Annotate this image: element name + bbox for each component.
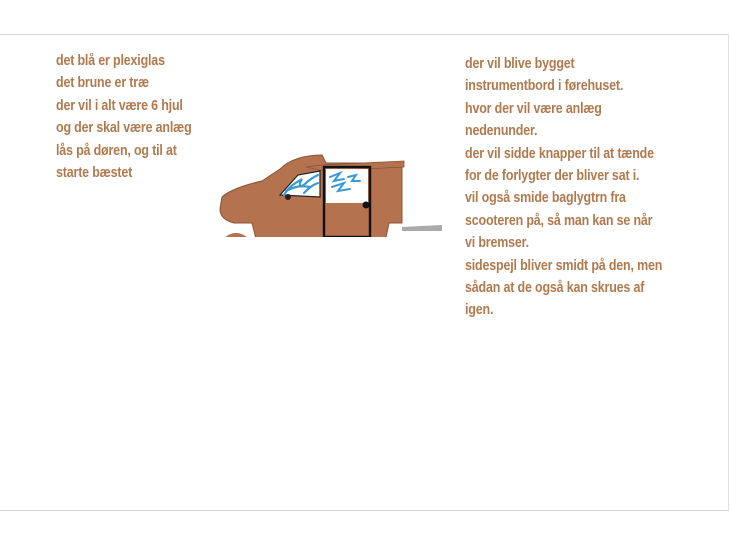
right-note-line: igen.	[465, 302, 494, 319]
right-note-line: vi bremser.	[465, 235, 529, 252]
vehicle-drawing	[214, 125, 446, 237]
rear-bumper	[402, 225, 442, 231]
right-notes	[465, 53, 662, 322]
right-note-line: vil også smide baglygtrn fra	[465, 190, 626, 207]
left-note-line: der vil i alt være 6 hjul	[56, 97, 183, 114]
door-handle	[363, 202, 370, 209]
right-note-line: der vil sidde knapper til at tænde	[465, 145, 654, 162]
right-note-line: scooteren på, så man kan se når	[465, 212, 653, 229]
right-note-line: hvor der vil være anlæg	[465, 100, 602, 117]
left-note-line: det brune er træ	[56, 75, 149, 92]
right-note-line: sidespejl bliver smidt på den, men	[465, 257, 663, 274]
left-note-line: det blå er plexiglas	[56, 53, 165, 69]
dash-mark	[285, 194, 291, 200]
right-note-line: instrumentbord i førehuset.	[465, 78, 624, 95]
left-note-line: og der skal være anlæg	[56, 120, 192, 137]
left-note-line: lås på døren, og til at	[56, 142, 177, 159]
left-notes	[56, 50, 192, 184]
right-note-line: der vil blive bygget	[465, 56, 575, 72]
left-note-line: starte bæstet	[56, 165, 133, 182]
front-wheel	[220, 233, 252, 237]
right-note-line: for de forlygter der bliver sat i.	[465, 168, 640, 185]
right-note-line: sådan at de også kan skrues af	[465, 280, 645, 297]
right-note-line: nedenunder.	[465, 123, 538, 140]
slide-canvas	[0, 34, 729, 511]
